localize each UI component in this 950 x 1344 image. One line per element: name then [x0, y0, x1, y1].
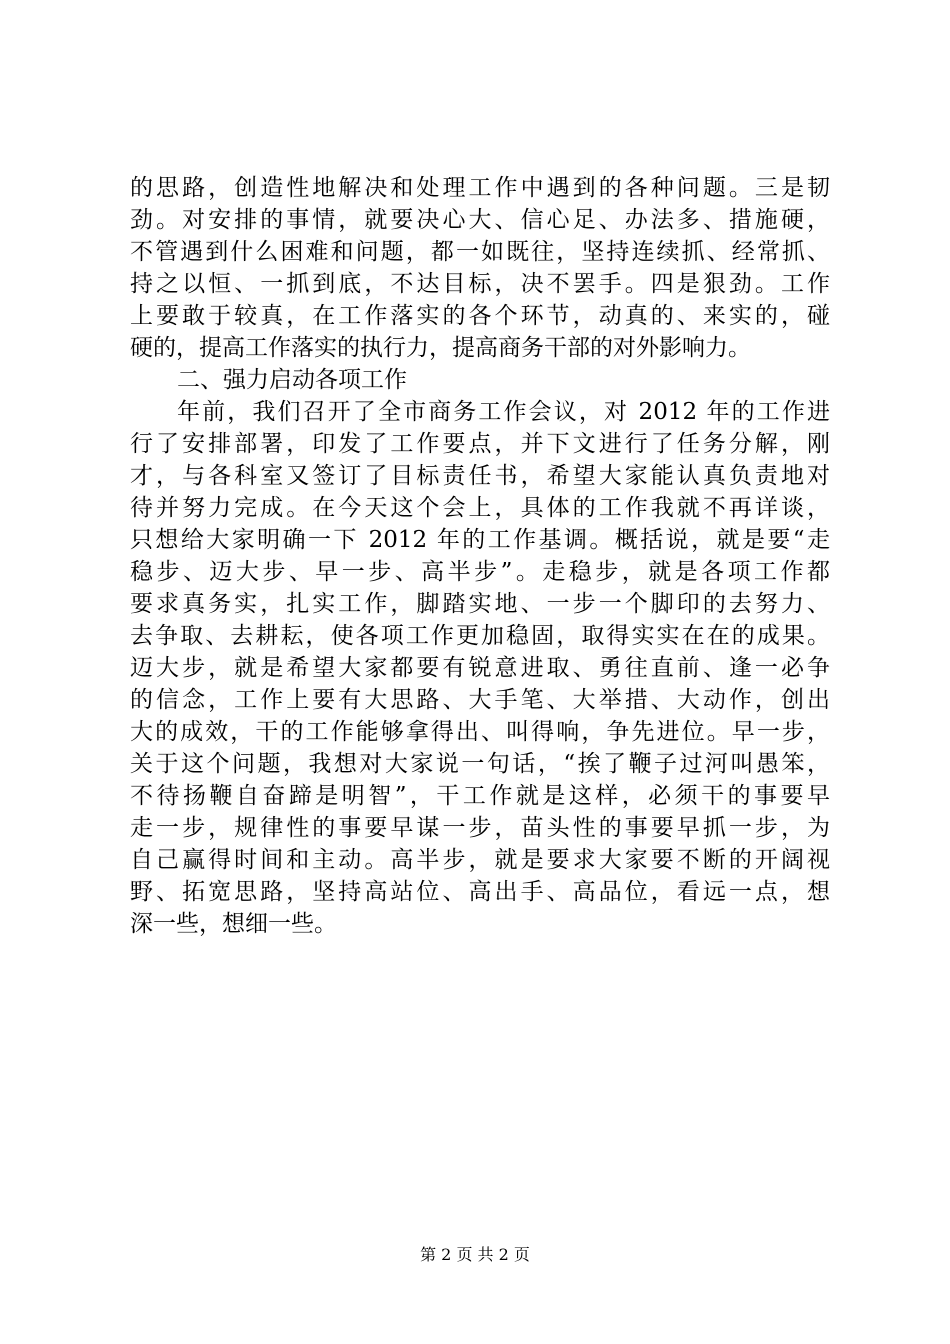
text-line: 走一步，规律性的事要早谋一步，苗头性的事要早抓一步，为: [130, 815, 830, 841]
text-line: 自己赢得时间和主动。高半步，就是要求大家要不断的开阔视: [130, 847, 830, 873]
text-line: 待并努力完成。在今天这个会上，具体的工作我就不再详谈，: [130, 495, 830, 521]
text-line: 要求真务实，扎实工作，脚踏实地、一步一个脚印的去努力、: [130, 591, 830, 617]
text-line: 年前，我们召开了全市商务工作会议，对 2012 年的工作进: [177, 399, 830, 425]
text-line: 野、拓宽思路，坚持高站位、高出手、高品位，看远一点，想: [130, 879, 830, 905]
text-line: 劲。对安排的事情，就要决心大、信心足、办法多、措施硬，: [130, 207, 830, 233]
text-line: 才，与各科室又签订了目标责任书，希望大家能认真负责地对: [130, 463, 830, 489]
text-line: 不待扬鞭自奋蹄是明智”，干工作就是这样，必须干的事要早: [130, 783, 830, 809]
text-line: 不管遇到什么困难和问题，都一如既往，坚持连续抓、经常抓、: [130, 239, 830, 265]
paragraph-section-two: [130, 396, 830, 940]
page-number-label: 第 2 页 共 2 页: [420, 1245, 530, 1264]
text-line: 深一些，想细一些。: [130, 911, 337, 937]
text-line: 的信念，工作上要有大思路、大手笔、大举措、大动作，创出: [130, 687, 830, 713]
text-line: 只想给大家明确一下 2012 年的工作基调。概括说，就是要“走: [130, 527, 830, 553]
text-line: 行了安排部署，印发了工作要点，并下文进行了任务分解，刚: [130, 431, 830, 457]
page-footer: [0, 1243, 950, 1267]
text-line: 的思路，创造性地解决和处理工作中遇到的各种问题。三是韧: [130, 175, 830, 201]
text-line: 持之以恒、一抓到底，不达目标，决不罢手。四是狠劲。工作: [130, 271, 830, 297]
text-line: 迈大步，就是希望大家都要有锐意进取、勇往直前、逢一必争: [130, 655, 830, 681]
document-body: [130, 172, 830, 940]
text-line: 上要敢于较真，在工作落实的各个环节，动真的、来实的，碰: [130, 303, 830, 329]
text-line: 关于这个问题，我想对大家说一句话，“挨了鞭子过河叫愚笨，: [130, 751, 830, 777]
text-line: 硬的，提高工作落实的执行力，提高商务干部的对外影响力。: [130, 335, 751, 361]
text-line: 大的成效，干的工作能够拿得出、叫得响，争先进位。早一步，: [130, 719, 830, 745]
section-heading: 二、强力启动各项工作: [177, 367, 407, 393]
paragraph-continuation: [130, 172, 830, 364]
text-line: 去争取、去耕耘，使各项工作更加稳固，取得实实在在的成果。: [130, 623, 830, 649]
text-line: 稳步、迈大步、早一步、高半步”。走稳步，就是各项工作都: [130, 559, 830, 585]
